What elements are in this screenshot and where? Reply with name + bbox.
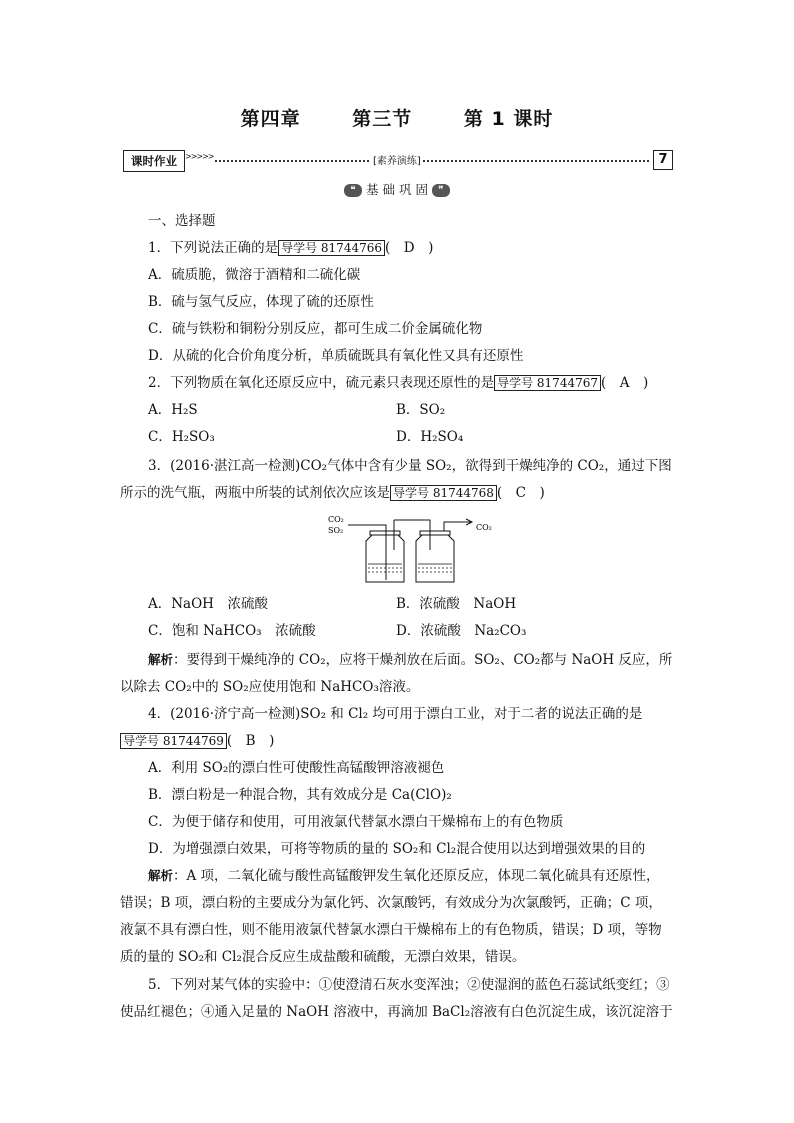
q4-explanation-line4: 质的量的 SO₂和 Cl₂混合反应生成盐酸和硫酸，无漂白效果，错误。 xyxy=(120,949,526,965)
q3-option-c: C．饱和 NaHCO₃ 浓硫酸 xyxy=(148,623,316,639)
q4-option-d: D．为增强漂白效果，可将等物质的量的 SO₂和 Cl₂混合使用以达到增强效果的目的 xyxy=(148,841,646,857)
page-number-badge: 7 xyxy=(653,150,673,170)
q3-explanation-text1: ：要得到干燥纯净的 CO₂，应将干燥剂放在后面。SO₂、CO₂都与 NaOH 反应，所 xyxy=(173,652,673,668)
q2-option-a: A．H₂S xyxy=(148,402,198,418)
q2-stem-text: 2．下列物质在氧化还原反应中，硫元素只表现还原性的是 xyxy=(148,375,495,391)
q3-option-d: D．浓硫酸 Na₂CO₃ xyxy=(396,623,527,639)
q1-option-a: A．硫质脆，微溶于酒精和二硫化碳 xyxy=(148,267,361,283)
chapter-title: 第四章 xyxy=(240,108,301,130)
q5-line1: 5．下列对某气体的实验中：①使澄清石灰水变浑浊；②使湿润的蓝色石蕊试纸变红；③ xyxy=(148,977,670,993)
q4-code: 导学号 81744769 xyxy=(120,733,227,749)
gas-washing-bottles-figure xyxy=(326,510,516,586)
q4-explanation-label: 解析 xyxy=(148,868,174,883)
q1-stem xyxy=(148,239,433,257)
fig-inlet-label-2: SO₂ xyxy=(328,526,344,535)
q1-stem-text: 1．下列说法正确的是 xyxy=(148,240,279,256)
q4-line2 xyxy=(120,732,274,750)
q3-stem-text: 所示的洗气瓶，两瓶中所装的试剂依次应该是 xyxy=(120,485,390,501)
q4-line1: 4．(2016·济宁高一检测)SO₂ 和 Cl₂ 均可用于漂白工业，对于二者的说法正确的是 xyxy=(148,706,643,722)
close-quote-icon: ❞ xyxy=(432,184,450,197)
page-title xyxy=(0,104,794,131)
q4-option-c: C．为便于储存和使用，可用液氯代替氯水漂白干燥棉布上的有色物质 xyxy=(148,814,564,830)
q3-line1: 3．(2016·湛江高一检测)CO₂气体中含有少量 SO₂，欲得到干燥纯净的 CO₂，通过下图 xyxy=(148,458,672,474)
q4-explanation-text1: ：A 项，二氧化硫与酸性高锰酸钾发生氧化还原反应，体现二氧化硫具有还原性， xyxy=(173,868,660,884)
q4-explanation-line2: 错误；B 项，漂白粉的主要成分为氯化钙、次氯酸钙，有效成分为次氯酸钙，正确；C 项， xyxy=(120,895,662,911)
q2-answer: ( A ) xyxy=(601,375,649,391)
q1-option-c: C．硫与铁粉和铜粉分别反应，都可生成二价金属硫化物 xyxy=(148,321,483,337)
q2-stem xyxy=(148,374,648,392)
q3-line2 xyxy=(120,484,545,502)
homework-label: 课时作业 xyxy=(123,150,185,172)
homework-header-bar xyxy=(123,150,673,172)
q1-code: 导学号 81744766 xyxy=(278,240,385,256)
liquid-levels xyxy=(368,564,452,572)
q3-code: 导学号 81744768 xyxy=(390,485,497,501)
q2-option-c: C．H₂SO₃ xyxy=(148,429,215,445)
q3-explanation-line2: 以除去 CO₂中的 SO₂应使用饱和 NaHCO₃溶液。 xyxy=(120,679,420,695)
header-rule xyxy=(215,160,649,162)
q4-explanation-line3: 液氯不具有漂白性，则不能用液氯代替氯水漂白干燥棉布上的有色物质，错误；D 项，等物 xyxy=(120,922,662,938)
q4-option-b: B．漂白粉是一种混合物，其有效成分是 Ca(ClO)₂ xyxy=(148,787,452,803)
section-banner xyxy=(0,180,794,198)
q5-line2: 使品红褪色；④通入足量的 NaOH 溶液中，再滴加 BaCl₂溶液有白色沉淀生成，该沉淀溶于 xyxy=(120,1004,673,1020)
section-title: 第三节 xyxy=(352,108,413,130)
fig-outlet-label: CO₂ xyxy=(476,523,492,532)
lesson-title: 第 1 课时 xyxy=(463,108,554,130)
open-quote-icon: ❝ xyxy=(344,184,362,197)
q2-code: 导学号 81744767 xyxy=(494,375,601,391)
q2-option-b: B．SO₂ xyxy=(396,402,446,418)
q3-explanation-label: 解析 xyxy=(148,652,174,667)
q4-explanation-line1 xyxy=(148,867,660,885)
header-middle-label: [素养演练] xyxy=(371,152,423,167)
section-heading: 一、选择题 xyxy=(148,213,216,229)
bottle-1 xyxy=(348,520,404,582)
q1-answer: ( D ) xyxy=(385,240,434,256)
q3-option-a: A．NaOH 浓硫酸 xyxy=(148,596,268,612)
q3-option-b: B．浓硫酸 NaOH xyxy=(396,596,517,612)
banner-text: 基 础 巩 固 xyxy=(366,182,428,197)
q2-option-d: D．H₂SO₄ xyxy=(396,429,464,445)
arrows-decoration: >>>>> xyxy=(185,152,214,161)
q4-answer: ( B ) xyxy=(226,733,275,749)
fig-inlet-label-1: CO₂ xyxy=(328,515,344,524)
q1-option-b: B．硫与氢气反应，体现了硫的还原性 xyxy=(148,294,374,310)
q4-option-a: A．利用 SO₂的漂白性可使酸性高锰酸钾溶液褪色 xyxy=(148,760,445,776)
bottle-2 xyxy=(394,519,472,582)
q3-explanation-line1 xyxy=(148,651,672,669)
q1-option-d: D．从硫的化合价角度分析，单质硫既具有氧化性又具有还原性 xyxy=(148,348,524,364)
q3-answer: ( C ) xyxy=(496,485,545,501)
